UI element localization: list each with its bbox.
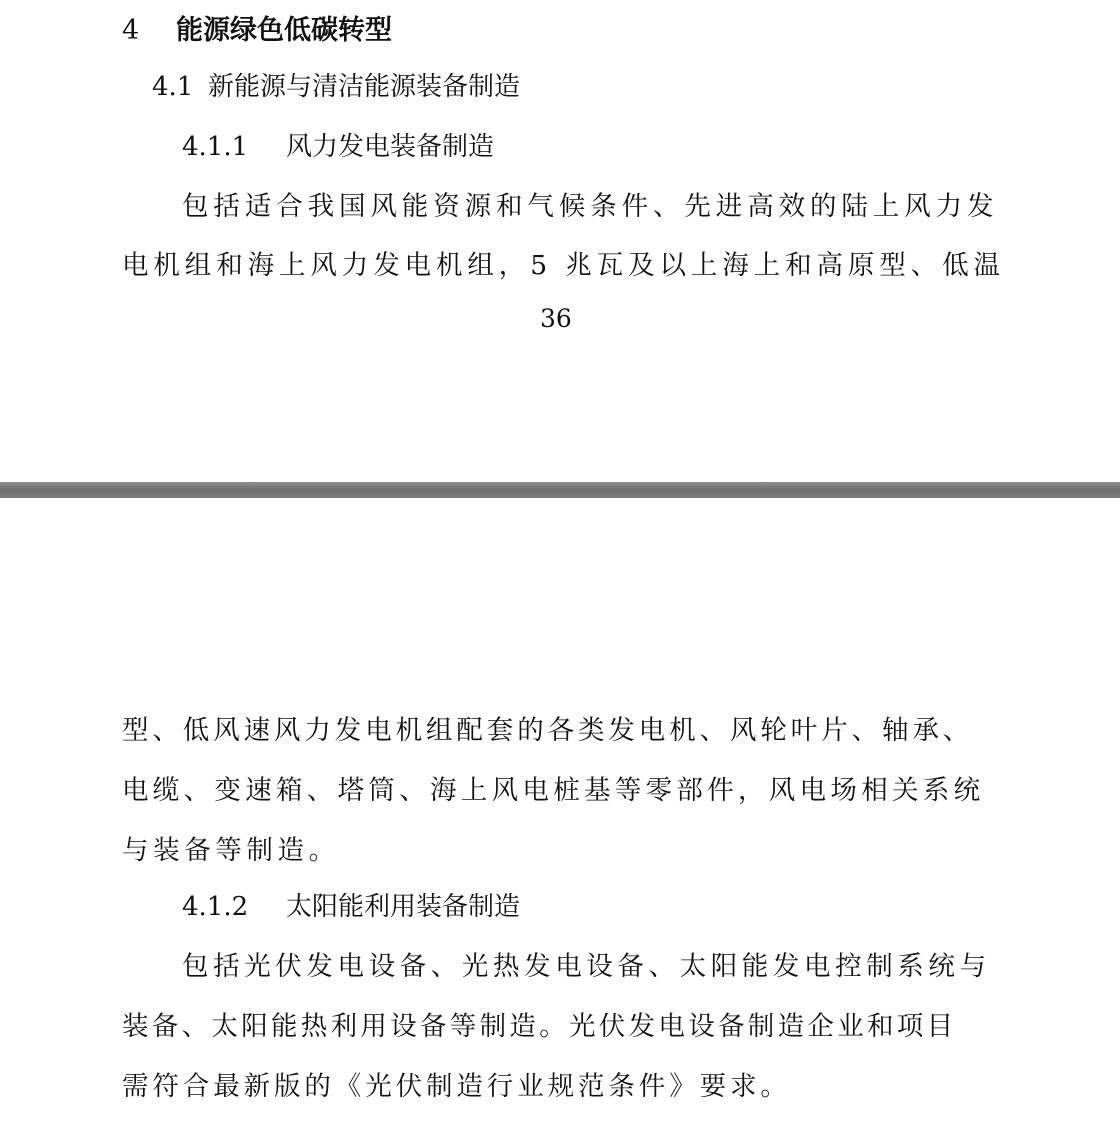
section-number: 4.1.2 [182,892,249,922]
page-number: 36 [540,304,572,333]
section-title: 太阳能利用装备制造 [286,892,521,922]
section-title: 能源绿色低碳转型 [176,15,392,46]
section-number: 4 [122,15,140,46]
paragraph-line: 包括适合我国风能资源和气候条件、先进高效的陆上风力发 [182,191,999,222]
paragraph-line: 与装备等制造。 [122,835,340,866]
section-heading-4-1-1 [182,126,494,163]
paragraph-line: 型、低风速风力发电机组配套的各类发电机、风轮叶片、轴承、 [122,715,974,746]
section-heading-4 [122,8,392,47]
paragraph-line: 电机组和海上风力发电机组，5 兆瓦及以上海上和高原型、低温 [122,250,1005,281]
paragraph-line: 包括光伏发电设备、光热发电设备、太阳能发电控制系统与 [182,951,991,982]
document-page-top [0,0,1120,482]
paragraph-line: 需符合最新版的《光伏制造行业规范条件》要求。 [122,1071,791,1102]
section-number: 4.1.1 [182,132,249,162]
section-heading-4-1-2 [182,886,520,923]
section-title: 新能源与清洁能源装备制造 [208,72,521,102]
section-number: 4.1 [152,72,194,102]
paragraph-line: 电缆、变速箱、塔筒、海上风电桩基等零部件，风电场相关系统 [122,775,985,806]
section-title: 风力发电装备制造 [286,132,495,162]
section-heading-4-1 [152,66,520,103]
document-page-bottom [0,498,1120,1124]
page-separator [0,482,1120,498]
paragraph-line: 装备、太阳能热利用设备等制造。光伏发电设备制造企业和项目 [122,1011,957,1042]
